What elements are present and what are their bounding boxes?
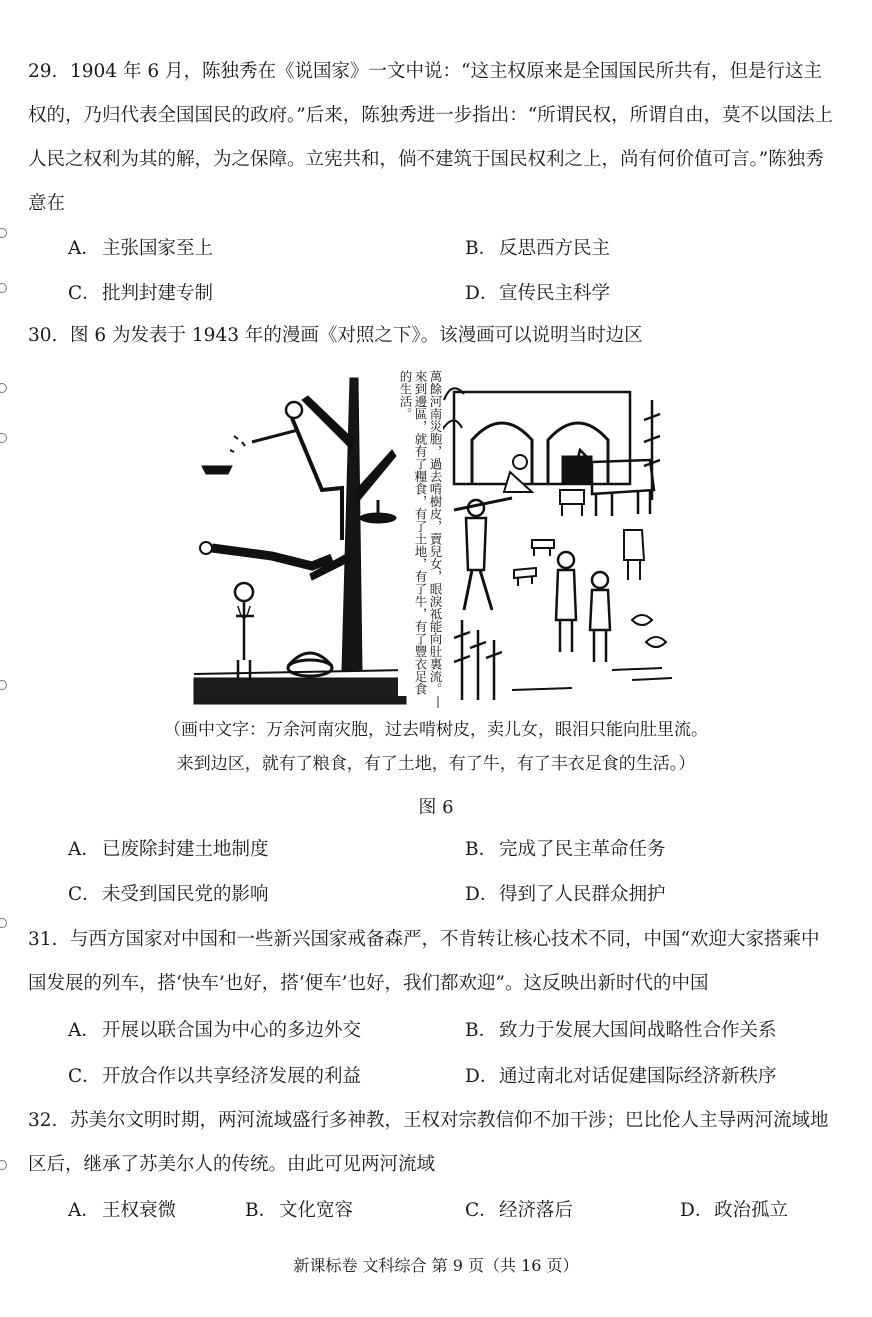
option-c[interactable]: C．未受到国民党的影响 xyxy=(68,884,269,905)
question-29 xyxy=(28,50,834,226)
question-31 xyxy=(28,918,834,1006)
option-b[interactable]: B． 完成了民主革命任务 xyxy=(465,839,666,860)
option-a[interactable]: A． 王权衰微 xyxy=(68,1200,177,1221)
question-stem: 苏美尔文明时期，两河流域盛行多神教，王权对宗教信仰不加干涉；巴比伦人主导两河流域地区后，继承了苏美尔人的传统。由此可见两河流域 xyxy=(28,1110,829,1175)
option-d[interactable]: D．得到了人民群众拥护 xyxy=(465,884,666,905)
binding-hole-mark xyxy=(0,433,7,443)
binding-hole-mark xyxy=(0,383,7,393)
cartoon-illustration xyxy=(192,370,684,708)
option-b[interactable]: B． 反思西方民主 xyxy=(465,238,611,259)
option-c[interactable]: C．开放合作以共享经济发展的利益 xyxy=(68,1066,362,1087)
figure-caption-line-1: （画中文字：万余河南灾胞，过去啃树皮，卖儿女，眼泪只能向肚里流。 xyxy=(164,720,708,740)
question-stem: 1904 年 6 月，陈独秀在《说国家》一文中说：“这主权原来是全国国民所共有，但是行这主权的，乃归代表全国国民的政府。”后来，陈独秀进一步指出：“所谓民权，所谓自由，莫不以国法上人民之权利为其的解，为之保障。立宪共和，倘不建筑于国民权利之上，尚有何价值可言。”陈独秀意在 xyxy=(28,61,834,214)
binding-hole-mark xyxy=(0,1160,7,1170)
question-number: 31. xyxy=(28,929,58,950)
question-30 xyxy=(28,314,834,358)
option-d[interactable]: D．政治孤立 xyxy=(680,1200,789,1221)
option-b[interactable]: B． 致力于发展大国间战略性合作关系 xyxy=(465,1020,777,1041)
page-footer: 新课标卷 文科综合 第 9 页（共 16 页） xyxy=(293,1256,579,1275)
option-d[interactable]: D．通过南北对话促建国际经济新秩序 xyxy=(465,1066,777,1087)
question-number: 30. xyxy=(28,325,58,346)
binding-hole-mark xyxy=(0,228,7,238)
question-32 xyxy=(28,1099,834,1187)
option-c[interactable]: C．批判封建专制 xyxy=(68,283,214,304)
question-stem: 与西方国家对中国和一些新兴国家戒备森严，不肯转让核心技术不同，中国“欢迎大家搭乘中国发展的列车，搭‘快车’也好，搭‘便车’也好，我们都欢迎”。这反映出新时代的中国 xyxy=(28,929,820,994)
option-a[interactable]: A． 开展以联合国为中心的多边外交 xyxy=(68,1020,362,1041)
binding-hole-mark xyxy=(0,283,7,293)
option-c[interactable]: C．经济落后 xyxy=(465,1200,574,1221)
question-number: 29. xyxy=(28,61,58,82)
option-a[interactable]: A． 主张国家至上 xyxy=(68,238,214,259)
binding-hole-mark xyxy=(0,918,7,928)
cartoon-inner-text: 萬餘河南災胞，過去啃樹皮，賣兒女，眼淚祗能向肚裏流。來到邊區，就有了糧食，有了土地，有了牛，有了豐衣足食的生活。 xyxy=(398,370,443,695)
figure-label: 图 6 xyxy=(418,797,454,818)
option-d[interactable]: D．宣传民主科学 xyxy=(465,283,611,304)
binding-hole-mark xyxy=(0,680,7,690)
question-stem: 图 6 为发表于 1943 年的漫画《对照之下》。该漫画可以说明当时边区 xyxy=(70,325,643,346)
question-number: 32. xyxy=(28,1110,58,1131)
option-b[interactable]: B． 文化宽容 xyxy=(245,1200,354,1221)
option-a[interactable]: A． 已废除封建土地制度 xyxy=(68,839,269,860)
figure-caption-line-2: 来到边区，就有了粮食，有了土地，有了牛，有了丰衣足食的生活。） xyxy=(176,754,696,774)
